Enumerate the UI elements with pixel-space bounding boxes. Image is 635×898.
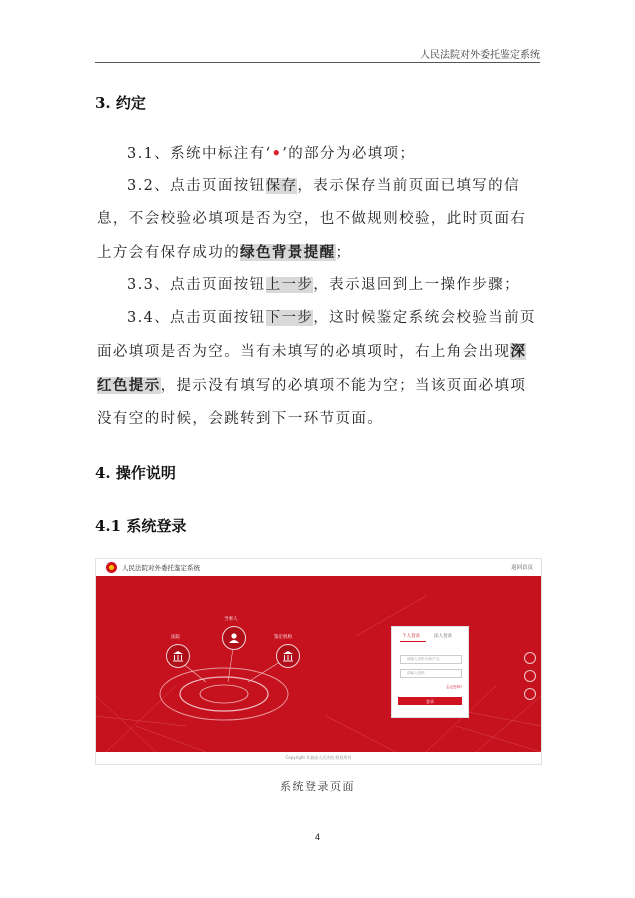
p3-prefix: 3.3、点击页面按钮 [127,277,266,293]
username-placeholder: 请输入手机号/用户名 [407,657,440,661]
screenshot-topbar [96,559,541,576]
p2-middle: ，表示保存当前页面已填写的信息，不会校验必填项是否为空，也不做规则校验，此时页面右上方会有保存成功的 [97,178,527,261]
section-3-heading: 3. 约定 [95,94,146,112]
page-number: 4 [314,832,320,842]
login-box [391,626,469,718]
p2-suffix: ； [335,245,352,261]
screenshot-app-title: 人民法院对外委托鉴定系统 [122,564,200,572]
paragraph-3-2 [97,170,542,270]
next-step-button-term: 下一步 [265,310,314,326]
username-input[interactable] [400,655,462,664]
green-background-reminder-term: 绿色背景提醒 [240,244,336,261]
section-4-1-heading: 4.1 系统登录 [95,517,187,535]
node-institution-label: 鉴定机构 [274,635,292,640]
node-court [166,644,190,668]
paragraph-3-1 [97,137,542,171]
node-party [222,626,246,650]
node-institution [276,644,300,668]
save-button-term: 保存 [265,178,298,194]
screenshot-footer-text: Copyright ©最高人民法院 版权所有 [285,755,352,760]
network-background [96,576,541,752]
login-tab-underline [400,641,426,642]
login-tab-legal[interactable]: 法人登录 [434,634,452,639]
p4-suffix: ，提示没有填写的必填项不能为空；当该页面必填项没有空的时候，会跳转到下一环节页面。 [97,378,527,427]
page-header-title: 人民法院对外委托鉴定系统 [420,50,540,61]
paragraph-3-4 [97,302,542,436]
forgot-password-link[interactable]: 忘记密码? [446,685,462,689]
node-court-label: 法院 [171,635,180,640]
login-page-screenshot [95,558,542,765]
section-4-heading: 4. 操作说明 [95,464,176,482]
login-button[interactable] [398,697,462,705]
dark-red-prompt-term: 深红色提示 [97,343,527,394]
p1-after: ’的部分为必填项； [282,146,416,162]
header-rule [95,62,540,63]
login-button-label: 登录 [426,698,434,704]
paragraph-3-3 [97,269,542,302]
p2-prefix: 3.2、点击页面按钮 [127,178,266,194]
figure-caption: 系统登录页面 [280,780,355,793]
p1-before: 3.1、系统中标注有‘ [127,146,272,162]
password-input[interactable] [400,669,462,678]
p3-suffix: ，表示退回到上一操作步骤； [313,277,520,293]
p4-prefix: 3.4、点击页面按钮 [127,310,266,326]
previous-step-button-term: 上一步 [265,277,314,293]
screenshot-footer [96,752,541,764]
screenshot-banner [96,576,541,752]
side-circle-icon[interactable] [524,670,536,682]
screenshot-home-link: 返回首页 [510,565,533,571]
password-placeholder: 请输入密码 [407,671,425,675]
required-marker: • [271,145,283,162]
side-circle-icon[interactable] [524,688,536,700]
court-emblem-icon [106,562,117,573]
p4-middle: ，这时候鉴定系统会校验当前页面必填项是否为空。当有未填写的必填项时，右上角会出现 [97,310,536,360]
side-circle-icon[interactable] [524,652,536,664]
node-party-label: 当事人 [224,617,238,622]
login-tab-personal[interactable]: 个人登录 [402,634,420,639]
